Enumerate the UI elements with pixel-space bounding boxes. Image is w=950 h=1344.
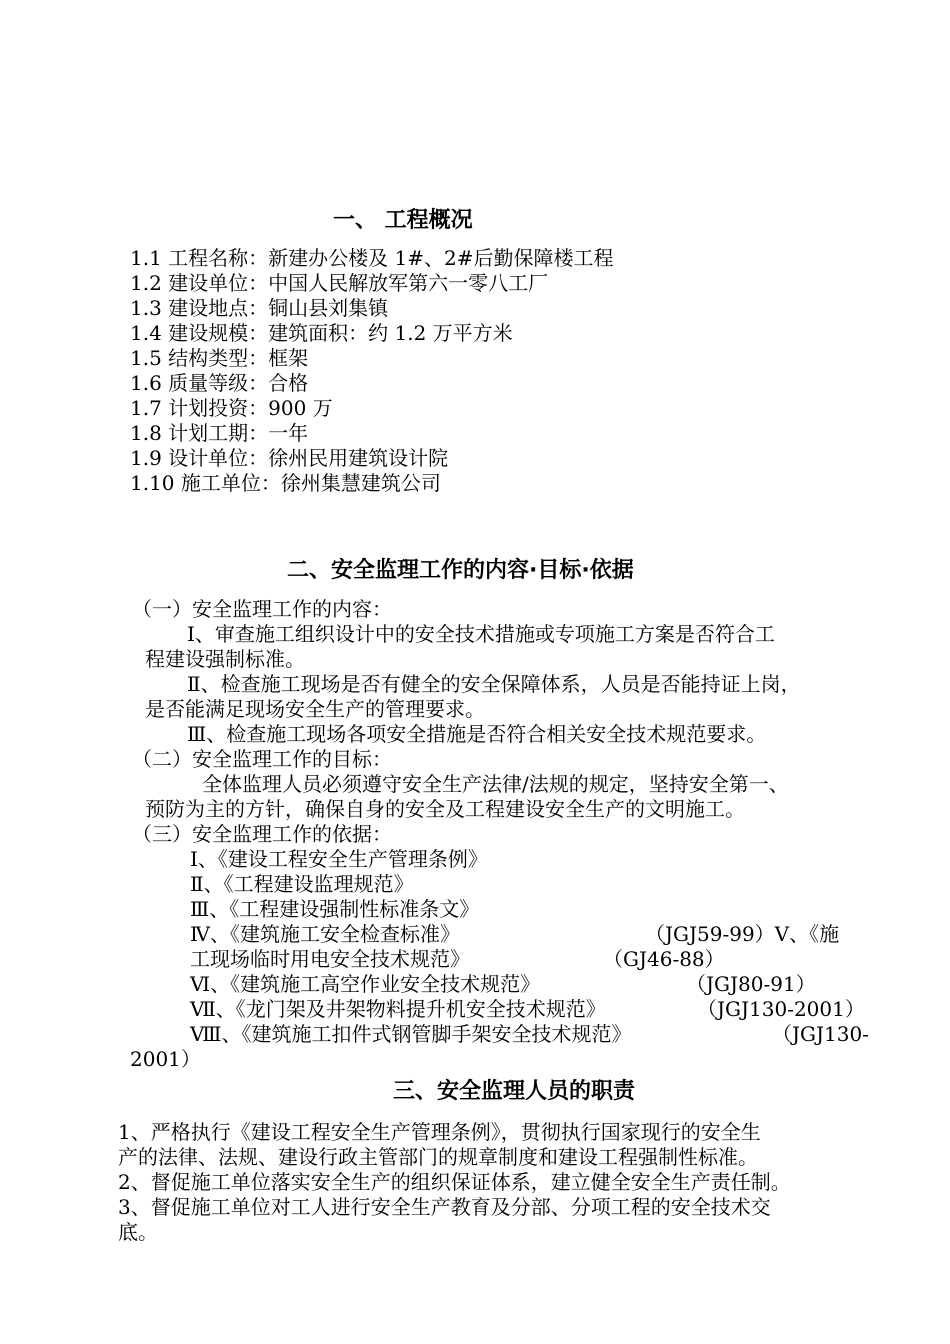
basis-code-cont: 2001） bbox=[130, 1047, 201, 1071]
basis-item: Ⅶ、《龙门架及井架物料提升机安全技术规范》 bbox=[190, 997, 606, 1021]
basis-code: （JGJ130-2001） bbox=[697, 997, 865, 1021]
content-item-3: Ⅲ、检查施工现场各项安全措施是否符合相关安全技术规范要求。 bbox=[187, 722, 767, 746]
overview-item: 1.7 计划投资：900 万 bbox=[130, 396, 333, 420]
overview-item: 1.5 结构类型：框架 bbox=[130, 346, 309, 370]
basis-title: （三）安全监理工作的依据： bbox=[132, 822, 392, 846]
content-title: （一）安全监理工作的内容： bbox=[132, 597, 392, 621]
basis-item: Ⅲ、《工程建设强制性标准条文》 bbox=[190, 897, 480, 921]
basis-item: Ⅰ、《建设工程安全生产管理条例》 bbox=[190, 847, 488, 871]
basis-item: Ⅷ、《建筑施工扣件式钢管脚手架安全技术规范》 bbox=[190, 1022, 632, 1046]
goal-title: （二）安全监理工作的目标： bbox=[132, 747, 392, 771]
goal-line: 全体监理人员必须遵守安全生产法律/法规的规定，坚持安全第一、 bbox=[202, 772, 789, 796]
overview-item: 1.4 建设规模：建筑面积：约 1.2 万平方米 bbox=[130, 321, 513, 345]
basis-item: Ⅵ、《建筑施工高空作业安全技术规范》 bbox=[190, 972, 541, 996]
overview-item: 1.10 施工单位：徐州集慧建筑公司 bbox=[130, 471, 441, 495]
basis-item: 工现场临时用电安全技术规范》 bbox=[190, 947, 470, 971]
duty-item: 3、督促施工单位对工人进行安全生产教育及分部、分项工程的安全技术交 bbox=[118, 1195, 771, 1219]
section-3-heading: 三、安全监理人员的职责 bbox=[393, 1079, 636, 1104]
overview-item: 1.9 设计单位：徐州民用建筑设计院 bbox=[130, 446, 449, 470]
basis-code: （JGJ80-91） bbox=[686, 972, 816, 996]
overview-item: 1.1 工程名称：新建办公楼及 1#、2#后勤保障楼工程 bbox=[130, 246, 614, 270]
content-item-1: Ⅰ、审查施工组织设计中的安全技术措施或专项施工方案是否符合工 bbox=[187, 622, 775, 646]
basis-item: Ⅳ、《建筑施工安全检查标准》 bbox=[190, 922, 460, 946]
duty-item: 2、督促施工单位落实安全生产的组织保证体系，建立健全安全生产责任制。 bbox=[118, 1170, 791, 1194]
section-1-heading: 一、 工程概况 bbox=[333, 208, 473, 233]
content-item-2: Ⅱ、检查施工现场是否有健全的安全保障体系，人员是否能持证上岗， bbox=[187, 672, 801, 696]
duty-item-cont: 底。 bbox=[118, 1220, 158, 1244]
basis-code: （JGJ59-99）Ⅴ、《施 bbox=[645, 922, 840, 946]
basis-item: Ⅱ、《工程建设监理规范》 bbox=[190, 872, 414, 896]
overview-item: 1.2 建设单位：中国人民解放军第六一零八工厂 bbox=[130, 271, 549, 295]
section-2-heading: 二、安全监理工作的内容·目标·依据 bbox=[287, 558, 634, 583]
overview-item: 1.6 质量等级：合格 bbox=[130, 371, 309, 395]
basis-code: （GJ46-88） bbox=[603, 947, 725, 971]
goal-line-cont: 预防为主的方针，确保自身的安全及工程建设安全生产的文明施工。 bbox=[145, 797, 745, 821]
duty-item: 1、严格执行《建设工程安全生产管理条例》，贯彻执行国家现行的安全生 bbox=[118, 1120, 761, 1144]
overview-item: 1.3 建设地点：铜山县刘集镇 bbox=[130, 296, 389, 320]
overview-item: 1.8 计划工期：一年 bbox=[130, 421, 309, 445]
duty-item-cont: 产的法律、法规、建设行政主管部门的规章制度和建设工程强制性标准。 bbox=[118, 1145, 758, 1169]
content-item-2-cont: 是否能满足现场安全生产的管理要求。 bbox=[145, 697, 485, 721]
basis-code: （JGJ130- bbox=[772, 1022, 869, 1046]
content-item-1-cont: 程建设强制标准。 bbox=[145, 647, 305, 671]
